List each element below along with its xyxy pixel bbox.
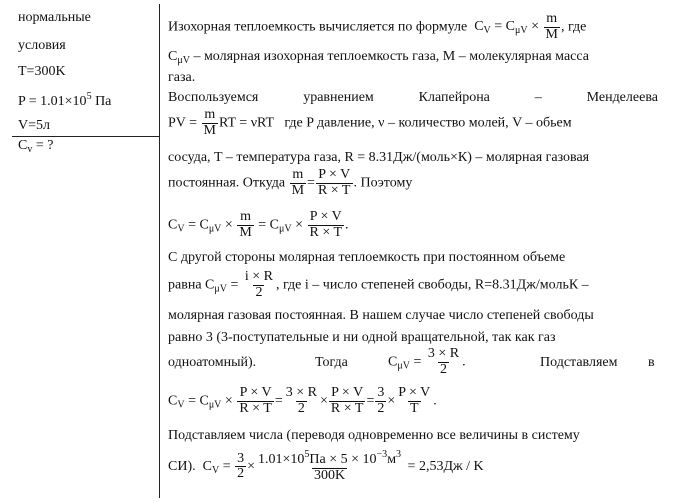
value: Па × 5 × 10 [309, 452, 377, 467]
word: в [648, 355, 655, 370]
fraction-PV-over-RT [237, 386, 274, 416]
fraction-PV-over-RT [329, 386, 366, 416]
text: , где [560, 19, 587, 35]
fraction-m-over-M [544, 12, 560, 42]
exp: 5 [304, 449, 310, 460]
word: – [534, 90, 542, 105]
denominator: R × T [330, 400, 364, 416]
denominator: T [410, 400, 419, 416]
solution-line-14: $C_V = C_{\mu V}$ × $\frac{P \times V}{R \times T}$ = $\frac{3 \times R}{2}$ × $\frac{P \times V}{R \times T}$ = $\frac{3}{2}$ × $\frac{P \times V}{T}$ . [168, 385, 437, 416]
fraction-numeric [256, 450, 403, 483]
sub: μV [214, 283, 227, 295]
sym: C [202, 458, 212, 474]
solution-line-6: сосуда, T – температура газа, R = 8.31Дж/(моль×К) – молярная газовая [168, 150, 590, 165]
solution-line-10: равна $C_{\mu V}$ = $\frac{i \times R}{2}$ , где i – число степеней свободы, R=8.31Дж/мольК – [168, 269, 589, 300]
find-symbol: C [18, 138, 28, 153]
fraction-PV-over-RT [308, 210, 345, 240]
word: Тогда [315, 355, 348, 370]
sub: V [177, 223, 185, 235]
sub: V [483, 25, 491, 37]
numerator: m [204, 107, 216, 122]
sub: μV [208, 399, 222, 411]
denominator: 2 [297, 400, 305, 416]
denominator: 2 [439, 361, 447, 377]
column-divider [159, 4, 160, 498]
fraction-3R-over-2 [284, 386, 319, 416]
numerator: 3 × R [285, 385, 317, 400]
text: постоянная. Откуда [168, 175, 286, 191]
fraction-PV-over-T [396, 386, 432, 416]
fraction-m-over-M [202, 108, 218, 138]
denominator: 2 [237, 466, 245, 482]
formula: PV = [168, 115, 198, 131]
op: × [221, 217, 233, 233]
sub: μV [208, 223, 222, 235]
fraction-3R-over-2 [426, 347, 461, 377]
solution-line-5 [168, 108, 572, 138]
numerator [256, 450, 403, 468]
given-find [18, 138, 53, 155]
text: где P давление, ν – количество молей, V – обьем [284, 115, 572, 131]
solution-line-12: равно 3 (3-поступательные и ни одной вращательной, так как газ [168, 330, 556, 345]
numerator: 3 [377, 385, 385, 400]
solution-column [168, 0, 670, 502]
solution-line-3: газа. [168, 70, 196, 85]
solution-line-15: Подставляем числа (переводя одновременно все величины в систему [168, 428, 580, 443]
result: = 2,53Дж / K [404, 458, 484, 474]
denominator: R × T [239, 400, 272, 416]
numerator: m [546, 11, 558, 26]
given-conditions-2: условия [18, 38, 66, 53]
given-column [0, 0, 160, 502]
word: Воспользуемся [168, 90, 259, 105]
numerator: 3 × R [427, 346, 460, 361]
denominator: 300K [313, 467, 346, 483]
sym: C [168, 217, 178, 233]
denominator: R × T [309, 224, 343, 240]
word: Клапейрона [418, 90, 490, 105]
find-subscript: v [27, 144, 33, 155]
denominator: 2 [377, 400, 385, 416]
formula: RT = νRT [219, 115, 274, 131]
exp: −3 [376, 449, 388, 460]
sub: μV [177, 55, 190, 66]
unit: м [387, 452, 397, 467]
op: × [527, 19, 539, 35]
solution-line-1 [168, 12, 586, 42]
text: СИ). [168, 458, 196, 474]
fraction-PV-over-RT [316, 168, 353, 198]
find-suffix: = ? [32, 138, 54, 153]
fraction-3-over-2 [235, 452, 246, 482]
formula-cmu: $C_{\mu V}$ = $\frac{3 \times R}{2}$ . [388, 346, 466, 377]
denominator: M [239, 224, 252, 240]
solution-line-11: молярная газовая постоянная. В нашем случае число степеней свободы [168, 308, 594, 323]
word: одноатомный). [168, 355, 257, 370]
solution-line-16: СИ). $C_V$ = $\frac{3}{2}$ × $\frac{1.01\times 10^5Па \times 5 \times 10^{-3}м^3}{300K}$ = 2,53Дж / K [168, 449, 484, 483]
sym: C [168, 393, 178, 409]
value: 1.01×10 [258, 452, 305, 467]
denominator: M [291, 182, 305, 198]
sub: μV [515, 25, 528, 37]
denominator: M [545, 26, 558, 42]
numerator: P × V [331, 385, 364, 400]
sym: C [474, 19, 484, 35]
text: . Поэтому [353, 175, 413, 191]
fraction-3-over-2 [375, 386, 386, 416]
sym: C [168, 49, 178, 64]
formula-cv [471, 19, 539, 37]
numerator: P × V [239, 385, 272, 400]
numerator: m [240, 209, 251, 224]
sub: μV [397, 360, 410, 372]
fraction-iR-over-2 [243, 270, 275, 300]
denominator: 2 [255, 284, 263, 300]
given-separator [12, 136, 160, 137]
text: Изохорная теплоемкость вычисляется по формуле [168, 19, 468, 35]
sub: μV [279, 223, 292, 235]
pressure-unit: Па [91, 94, 112, 109]
word: Менделеева [586, 90, 658, 105]
text: равна C [168, 277, 215, 293]
op: = C [184, 217, 209, 233]
exp: 3 [396, 449, 402, 460]
given-temperature: T=300K [18, 64, 66, 79]
solution-line-2 [168, 49, 589, 66]
solution-line-8: $C_V = C_{\mu V}$ × $\frac{m}{M}$ = $C_{\mu V}$ × $\frac{P \times V}{R \times T}$ . [168, 209, 349, 240]
numerator: P × V [318, 167, 351, 182]
op: = C [184, 393, 209, 409]
pressure-value: P = 1.01×10 [18, 94, 87, 109]
solution-line-7: постоянная. Откуда $\frac{m}{M}$ = $\frac{P \times V}{R \times T}$ . Поэтому [168, 167, 413, 198]
op: × [291, 217, 303, 233]
numerator: i × R [244, 269, 273, 284]
op: × [221, 393, 233, 409]
op: = C [490, 19, 515, 35]
solution-line-9: С другой стороны молярная теплоемкость при постоянном объеме [168, 250, 566, 265]
denominator: M [203, 122, 216, 138]
sub: V [211, 464, 220, 476]
numerator: 3 [237, 450, 245, 466]
fraction-m-over-M [237, 210, 253, 240]
pressure-exponent: 5 [86, 91, 92, 102]
word: уравнением [303, 90, 374, 105]
given-conditions-1: нормальные [18, 10, 91, 25]
numerator: m [292, 167, 304, 182]
text: – молярная изохорная теплоемкость газа, M – молекулярная масса [189, 49, 589, 64]
text: , где i – число степеней свободы, R=8.31Дж/мольК – [276, 277, 589, 293]
op: = C [254, 217, 279, 233]
given-pressure [18, 91, 111, 110]
denominator: R × T [317, 182, 351, 198]
fraction-m-over-M [290, 168, 306, 198]
numerator: P × V [309, 209, 342, 224]
numerator: P × V [398, 385, 431, 400]
sub: V [177, 399, 185, 411]
solution-line-4 [168, 90, 658, 106]
word: Подставляем [540, 355, 618, 370]
given-volume: V=5л [18, 118, 50, 133]
